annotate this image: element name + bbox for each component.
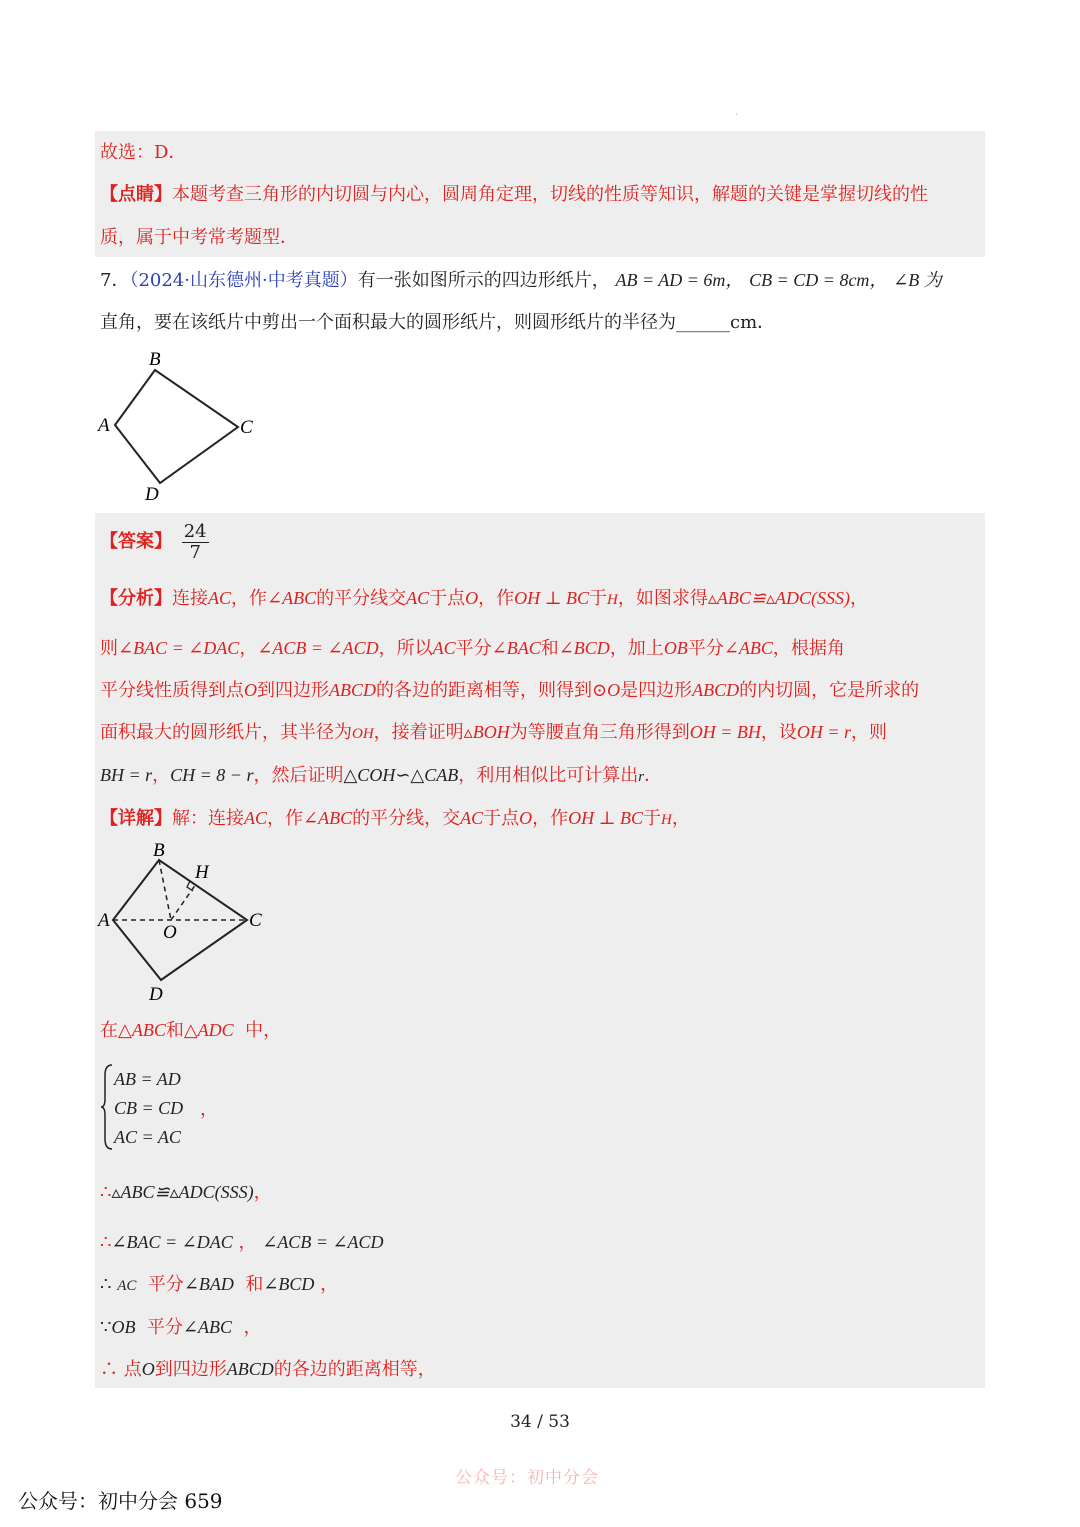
proof-line-1 (100, 1018, 281, 1043)
math: △ADC (183, 1020, 234, 1040)
label-a: A (98, 415, 110, 436)
figure-quadrilateral-bisector (95, 838, 285, 1008)
analysis-text: 的各边的距离相等，则得到⊙ (376, 680, 608, 701)
analysis-text: 的内切圆，它是所求的 (739, 680, 920, 701)
answer-denominator: 7 (189, 541, 201, 563)
math: ∠ABC (182, 1317, 232, 1337)
analysis-text: 则 (100, 638, 118, 659)
question-text-2: 直角，要在该纸片中剪出一个面积最大的圆形纸片，则圆形纸片的半径为 (100, 312, 676, 333)
proof-text: 的各边的距离相等， (273, 1359, 436, 1380)
proof-text: 到四边形 (154, 1359, 227, 1380)
math: ABCD (692, 680, 740, 700)
label2-a: A (98, 910, 110, 931)
analysis-text: 为等腰直角三角形得到 (509, 722, 690, 743)
analysis-text: ，作 (478, 588, 515, 609)
question-unit: cm． (730, 312, 776, 333)
proof-text: 平分 (147, 1274, 184, 1295)
math: ∠BAC (491, 638, 541, 658)
analysis-line-5 (100, 763, 662, 789)
analysis-text: ， (850, 588, 869, 609)
math: OH ⊥ BC (568, 808, 644, 828)
math: CH = 8 − r (170, 765, 254, 785)
detail-label: 【详解】 (100, 808, 172, 829)
proof-line-5 (100, 1315, 261, 1340)
page-number: 34 / 53 (510, 1412, 570, 1432)
system-comma: ， (200, 1099, 218, 1120)
proof-text: 中， (245, 1020, 282, 1041)
proof-text: ∴ (100, 1182, 112, 1203)
answer-label: 【答案】 (100, 531, 172, 552)
analysis-text: ， (239, 638, 258, 659)
equation-ac-ac: AC = AC (114, 1127, 181, 1147)
proof-line-6 (100, 1357, 436, 1382)
answer-numerator: 24 (183, 520, 207, 542)
comment-text-1: 本题考查三角形的内切圆与内心，圆周角定理，切线的性质等知识，解题的关键是掌握切线的性 (172, 184, 928, 205)
detail-line-1 (100, 806, 690, 832)
question-text-1: 有一张如图所示的四边形纸片， (357, 270, 610, 291)
math: ∠ABC (267, 588, 317, 608)
analysis-text: 到四边形 (257, 680, 329, 701)
math: OB (663, 638, 688, 658)
question-line-1 (100, 268, 942, 293)
analysis-text: 和 (540, 638, 559, 659)
proof-text: ， (243, 1317, 262, 1338)
analysis-line-3 (100, 678, 919, 703)
cond-ab-ad: AB = AD = 6m， (615, 270, 744, 290)
label2-b: B (153, 840, 165, 861)
comment-label: 【点睛】 (100, 184, 172, 205)
proof-text: 平分 (146, 1317, 183, 1338)
analysis-text: ，然后证明 (253, 765, 344, 786)
math: ∠BAC = ∠DAC (118, 638, 240, 658)
math: ▵ABC≌▵ADC(SSS) (707, 588, 851, 608)
question-source: （2024·山东德州·中考真题） (129, 270, 358, 291)
math: AC (406, 588, 430, 608)
proof-text: ∵ (100, 1317, 112, 1338)
math: ∠BAD (183, 1274, 234, 1294)
analysis-text: 平分 (455, 638, 492, 659)
perpendicular-oh (171, 884, 196, 920)
math: ABCD (329, 680, 376, 700)
brace-symbol (100, 1063, 114, 1151)
comment-line-1 (100, 183, 928, 207)
analysis-label: 【分析】 (100, 588, 172, 609)
math: ∠BAC = ∠DAC (111, 1232, 233, 1252)
analysis-text: ，根据角 (772, 638, 845, 659)
math: ▵BOH (463, 722, 510, 742)
math: O (244, 680, 257, 700)
analysis-line-2 (100, 636, 845, 661)
math: r (638, 769, 645, 785)
math: ∠ACB = ∠ACD (257, 638, 379, 658)
math: AC (208, 588, 232, 608)
analysis-text: 于点 (429, 588, 466, 609)
math: OB (111, 1317, 136, 1337)
detail-text: 于 (643, 808, 662, 829)
proof-text: ， (253, 1182, 272, 1203)
account-caption: 公众号：初中分会 659 (18, 1489, 223, 1513)
label2-h: H (195, 862, 209, 883)
answer-line (100, 520, 209, 564)
detail-text: 于点 (483, 808, 520, 829)
math: ABCD (226, 1359, 274, 1379)
proof-line-3 (100, 1230, 384, 1255)
label2-d: D (149, 984, 163, 1005)
label2-c: C (249, 910, 262, 931)
analysis-text: ，接着证明 (373, 722, 464, 743)
proof-text: 和 (245, 1274, 264, 1295)
label-c: C (240, 417, 253, 438)
detail-text: ，作 (532, 808, 569, 829)
analysis-text: ，作 (231, 588, 268, 609)
math: AC (460, 808, 484, 828)
math: OH ⊥ BC (514, 588, 590, 608)
math: AC (117, 1278, 137, 1294)
equation-ab-ad: AB = AD (114, 1069, 181, 1089)
math: O (607, 680, 621, 700)
proof-text: ∴ (100, 1274, 112, 1295)
figure-quadrilateral (90, 345, 280, 505)
cond-angle-b: ∠B 为 (893, 270, 942, 290)
answer-blank: ______ (676, 312, 730, 333)
proof-text: ， (320, 1274, 339, 1295)
detail-text: 的平分线，交 (352, 808, 461, 829)
label-b: B (149, 349, 161, 370)
math: H (607, 592, 618, 608)
bisector-bo (159, 860, 171, 920)
equation-cb-cd: CB = CD (114, 1098, 184, 1118)
label-d: D (145, 484, 159, 505)
analysis-text: ，如图求得 (617, 588, 708, 609)
analysis-text: 的平分线交 (316, 588, 407, 609)
analysis-text: 平分线性质得到点 (100, 680, 244, 701)
math: AC (244, 808, 268, 828)
analysis-text: 平分 (687, 638, 724, 659)
proof-line-4 (100, 1272, 338, 1298)
math: OH = r (796, 722, 851, 742)
proof-text: ∴ 点 (100, 1359, 142, 1380)
math: ▵ABC≌▵ADC(SSS) (111, 1182, 254, 1202)
math: ∠ABC (303, 808, 353, 828)
analysis-line-4 (100, 720, 887, 746)
question-line-2 (100, 311, 775, 335)
math: △COH∽△CAB (343, 765, 459, 785)
page-mark: · (735, 110, 738, 119)
answer-fraction (182, 522, 209, 563)
math: O (141, 1359, 155, 1379)
math: ∠ACB = ∠ACD (262, 1232, 384, 1252)
comment-line-2: 质，属于中考常考题型． (100, 227, 298, 248)
proof-text: 和 (165, 1020, 184, 1041)
conclusion-line: 故选：D． (100, 142, 187, 163)
quad-shape (115, 370, 238, 483)
math: △ABC (118, 1020, 166, 1040)
analysis-text: ，加上 (609, 638, 664, 659)
analysis-text: ，利用相似比可计算出 (458, 765, 639, 786)
analysis-text: ，设 (760, 722, 797, 743)
detail-text: 解：连接 (172, 808, 244, 829)
proof-line-2 (100, 1180, 272, 1205)
analysis-text: ． (644, 765, 663, 786)
math: O (519, 808, 533, 828)
label2-o: O (163, 922, 177, 943)
math: BH = r (100, 765, 153, 785)
math: H (661, 812, 672, 828)
watermark-text: 公众号：初中分会 (455, 1468, 599, 1488)
proof-text: 在 (100, 1020, 118, 1041)
detail-text: ， (671, 808, 690, 829)
analysis-text: ，所以 (378, 638, 433, 659)
analysis-text: ， (152, 765, 171, 786)
analysis-text: 面积最大的圆形纸片，其半径为 (100, 722, 352, 743)
detail-text: ，作 (267, 808, 304, 829)
math: ∠ABC (723, 638, 773, 658)
analysis-line-1 (100, 586, 868, 612)
analysis-text: 于 (589, 588, 608, 609)
math: OH = BH (689, 722, 761, 742)
analysis-text: 是四边形 (620, 680, 693, 701)
math: O (465, 588, 479, 608)
cond-cb-cd: CB = CD = 8cm， (749, 270, 888, 290)
math: ∠BCD (558, 638, 610, 658)
analysis-text: 连接 (172, 588, 208, 609)
proof-text: ， (238, 1232, 257, 1253)
question-number: 7． (100, 270, 130, 291)
proof-text: ∴ (100, 1232, 112, 1253)
analysis-text: ，则 (851, 722, 887, 743)
math: OH (352, 726, 374, 742)
math: AC (432, 638, 456, 658)
math: ∠BCD (263, 1274, 315, 1294)
